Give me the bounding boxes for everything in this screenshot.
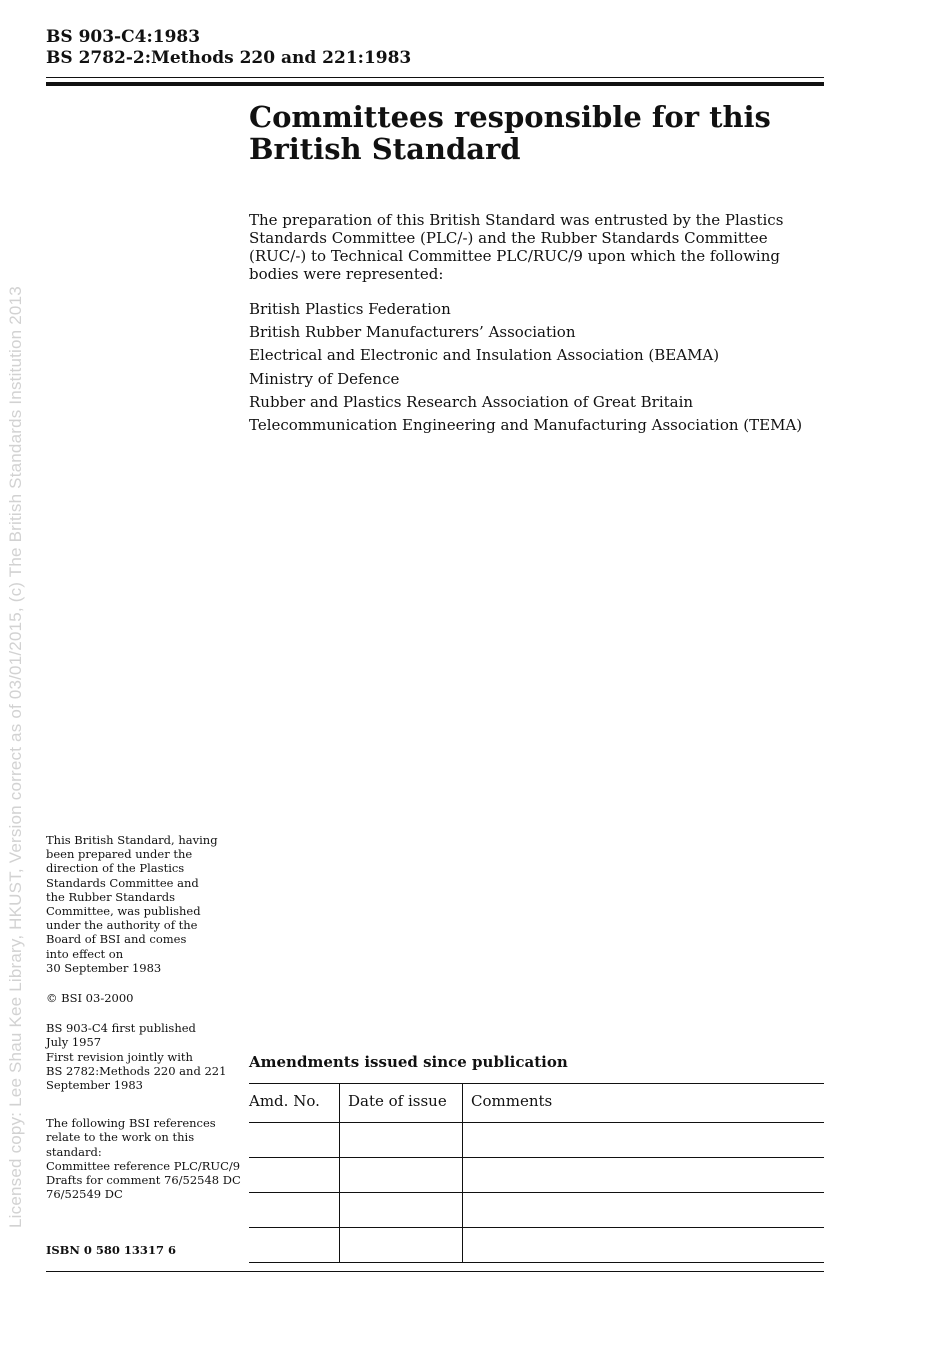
license-watermark: Licensed copy: Lee Shau Kee Library, HKUST, Version correct as of 03/01/2015, (c) The British Standards Institution 2013	[6, 286, 25, 1228]
list-item: Rubber and Plastics Research Association of Great Britain	[249, 392, 694, 411]
list-item: Telecommunication Engineering and Manufacturing Association (TEMA)	[249, 416, 803, 435]
header-rule-thin	[46, 77, 824, 78]
amendments-heading: Amendments issued since publication	[249, 1053, 568, 1071]
page-title-line-2: British Standard	[249, 132, 521, 166]
table-cell	[340, 1193, 463, 1228]
table-cell	[249, 1228, 340, 1263]
isbn-number: ISBN 0 580 13317 6	[46, 1243, 176, 1257]
table-cell	[249, 1158, 340, 1193]
list-item: British Rubber Manufacturers’ Association	[249, 323, 576, 342]
table-row	[249, 1228, 824, 1263]
page-title	[249, 101, 829, 165]
table-header-row	[249, 1084, 824, 1123]
table-cell	[340, 1123, 463, 1158]
publication-history: BS 903-C4 first published July 1957 First revision jointly with BS 2782:Methods 220 and 221 September 1983	[46, 1021, 227, 1093]
table-cell	[463, 1193, 825, 1228]
page-title-line-1: Committees responsible for this	[249, 100, 771, 134]
table-row	[249, 1123, 824, 1158]
footer-rule	[46, 1271, 824, 1272]
represented-bodies-list	[249, 298, 802, 437]
column-header-date-of-issue: Date of issue	[340, 1084, 463, 1123]
table-cell	[463, 1228, 825, 1263]
intro-paragraph: The preparation of this British Standard was entrusted by the Plastics Standards Committee (PLC/-) and the Rubber Standards Committee (RUC/-) to Technical Committee PLC/RUC/9 upon which the following bodies were represented:	[249, 211, 784, 283]
table-cell	[463, 1123, 825, 1158]
column-header-comments: Comments	[463, 1084, 825, 1123]
table-row	[249, 1158, 824, 1193]
table-cell	[340, 1228, 463, 1263]
table-cell	[249, 1123, 340, 1158]
publication-note: This British Standard, having been prepared under the direction of the Plastics Standards Committee and the Rubber Standards Committee, was published under the authority of the Board of BSI and comes into effect on 30 September 1983	[46, 833, 218, 975]
table-cell	[340, 1158, 463, 1193]
column-header-amd-no: Amd. No.	[249, 1084, 340, 1123]
amendments-table	[249, 1083, 824, 1263]
list-item: British Plastics Federation	[249, 300, 451, 318]
copyright-notice: © BSI 03-2000	[46, 991, 134, 1006]
header-rule-thick	[46, 82, 824, 86]
table-cell	[463, 1158, 825, 1193]
table-row	[249, 1193, 824, 1228]
bsi-references: The following BSI references relate to the work on this standard: Committee reference PLC/RUC/9 Drafts for comment 76/52548 DC 76/52549 DC	[46, 1116, 241, 1202]
standard-reference-1: BS 903-C4:1983	[46, 27, 201, 47]
table-cell	[249, 1193, 340, 1228]
document-reference-header	[46, 27, 411, 69]
list-item: Electrical and Electronic and Insulation Association (BEAMA)	[249, 346, 720, 365]
standard-reference-2: BS 2782-2:Methods 220 and 221:1983	[46, 48, 412, 68]
publication-sidebar	[46, 833, 246, 1201]
list-item: Ministry of Defence	[249, 369, 400, 388]
